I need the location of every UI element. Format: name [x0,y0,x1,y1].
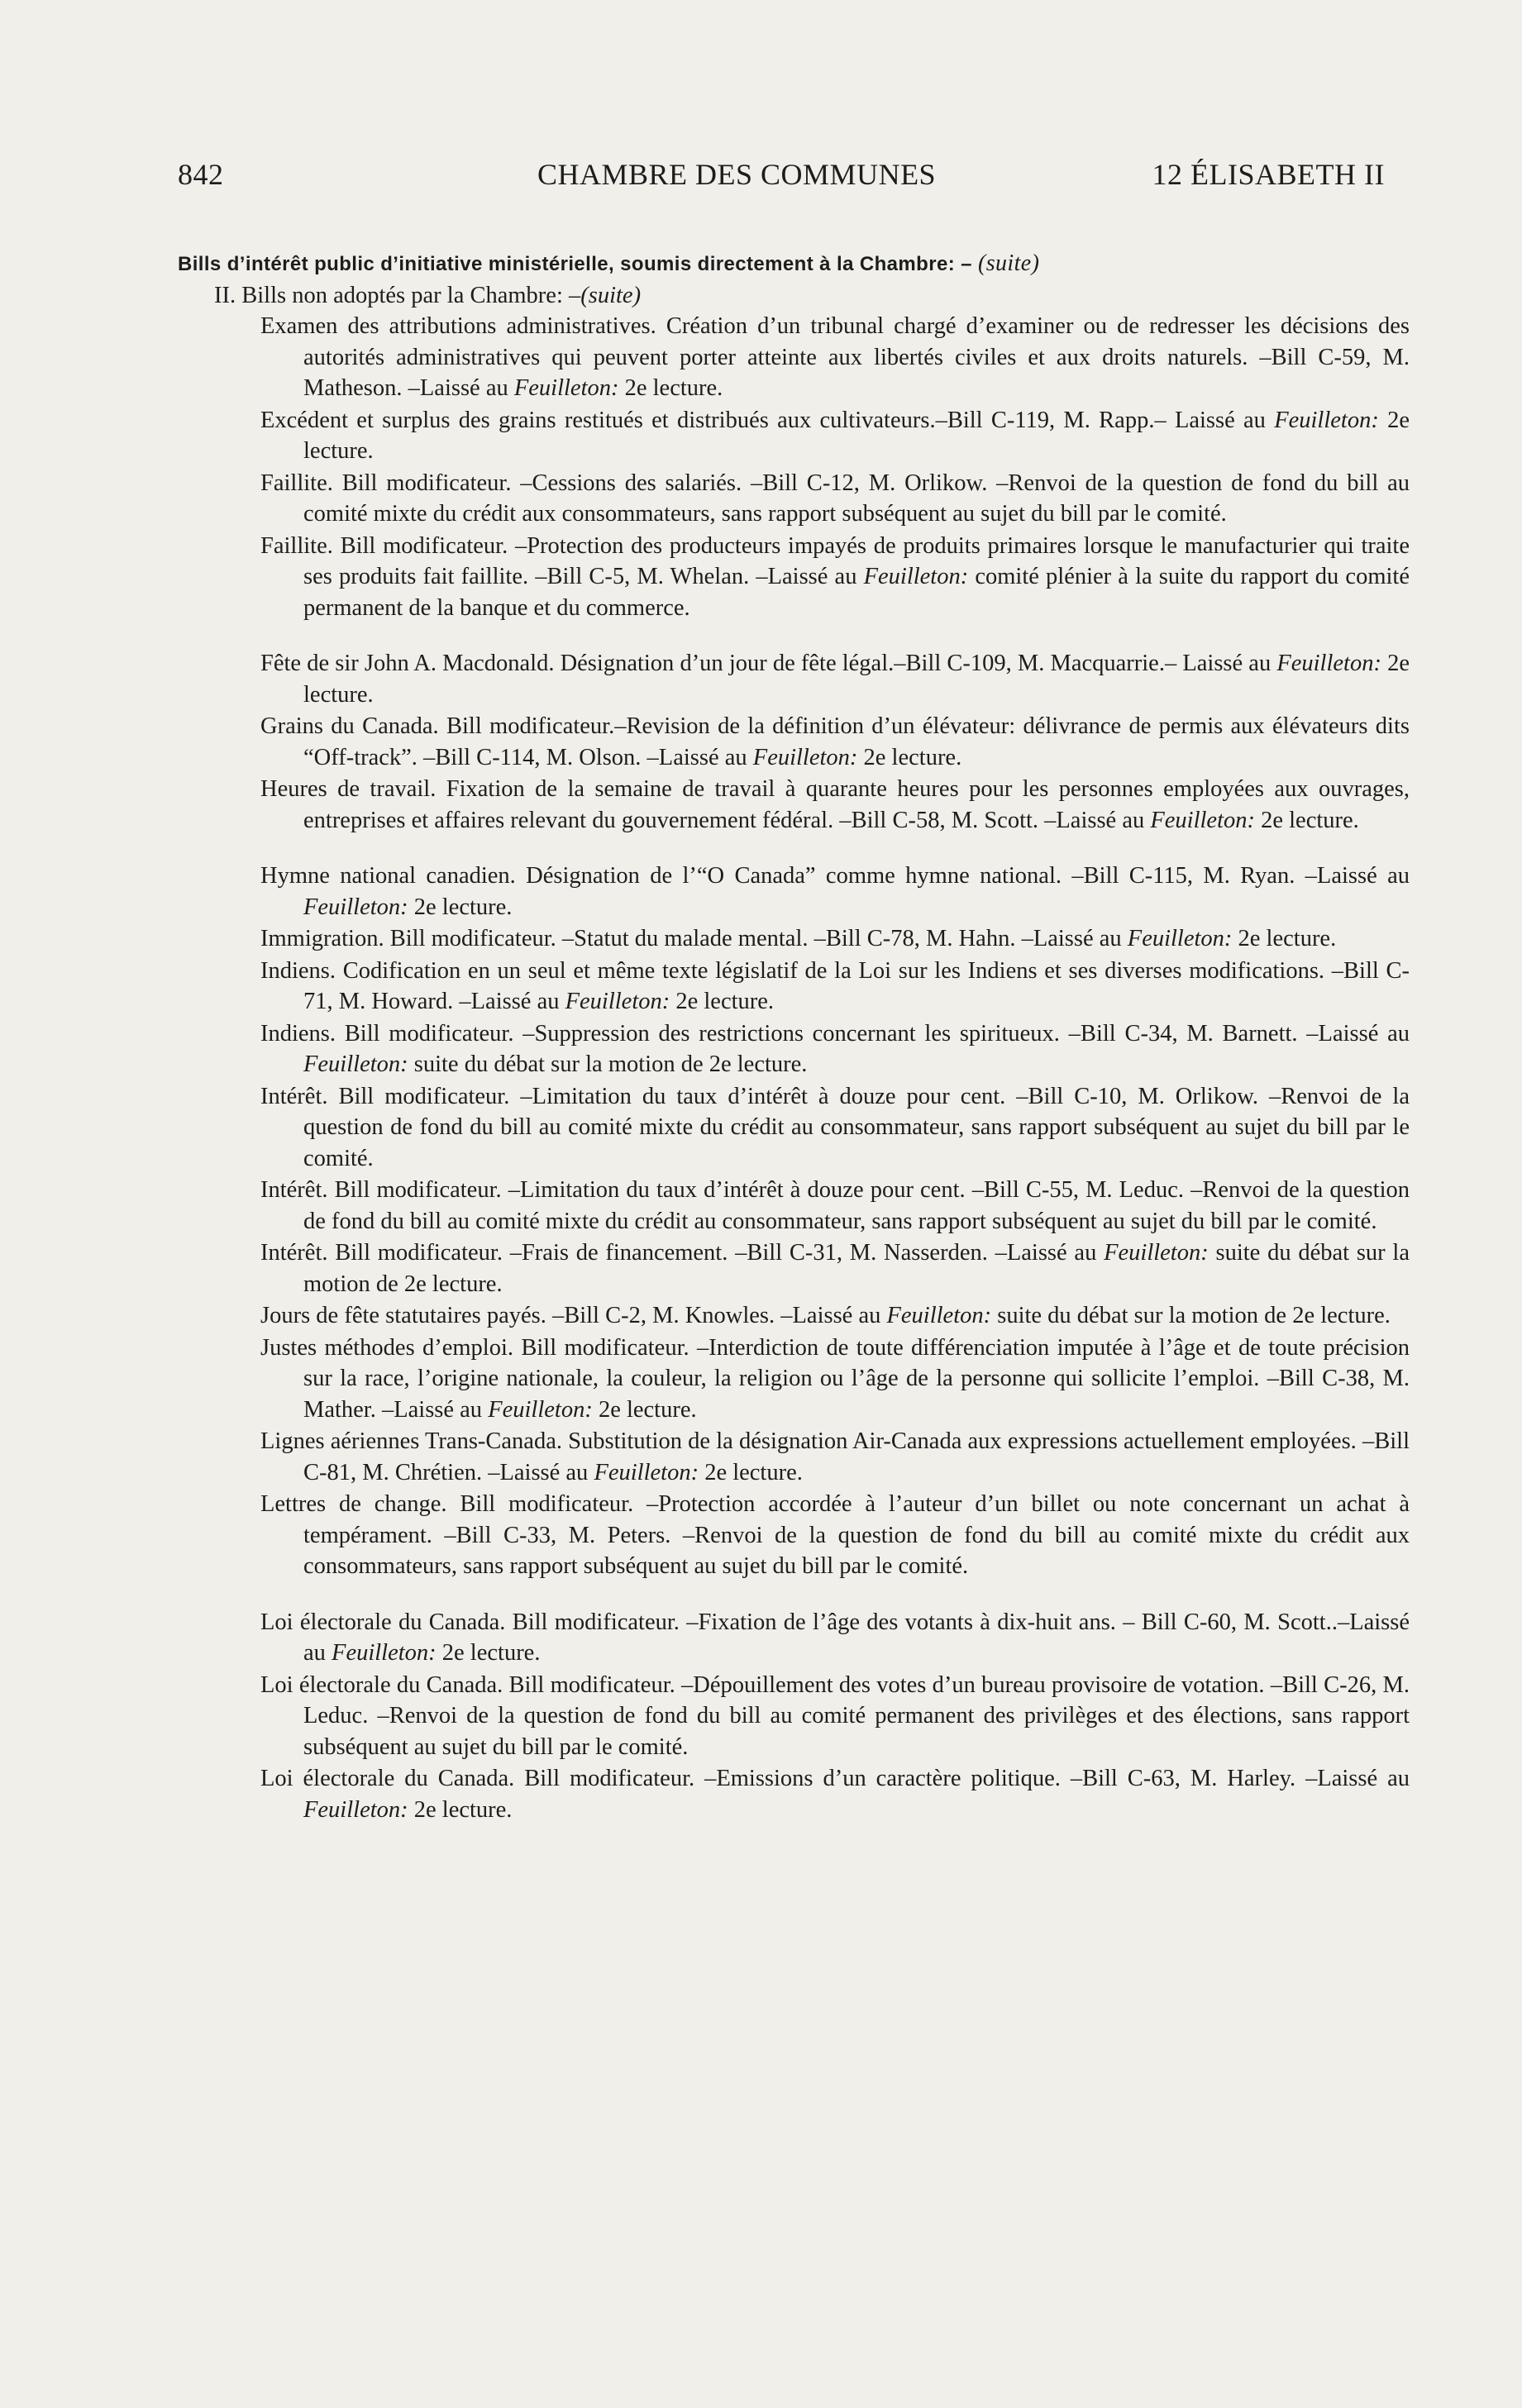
entry-feuilleton: Feuilleton: [303,1796,408,1823]
entry-feuilleton: Feuilleton: [863,564,969,589]
entry-feuilleton: Feuilleton: [1276,651,1381,676]
subsection-title-text: II. Bills non adoptés par la Chambre: – [214,282,581,308]
page-body [178,248,1410,1826]
entry-text-end: 2e lecture. [699,1459,803,1485]
session-label: 12 ÉLISABETH II [1152,158,1385,191]
section-title-suite: (suite) [978,250,1040,276]
entry-text: Indiens. Bill modificateur. –Suppression des restrictions concernant les spiritueux. –Bill C-34, M. Barnett. –Laissé au [260,1020,1410,1047]
entry-text: Intérêt. Bill modificateur. –Limitation du taux d’intérêt à douze pour cent. –Bill C-55, M. Leduc. –Renvoi de la question de fond du bill au comité mixte du crédit au consommateur, sans rapport subséquent au sujet du bill par le comité. [260,1177,1410,1234]
bill-entry [260,861,1410,923]
entry-text: Jours de fête statutaires payés. –Bill C-2, M. Knowles. –Laissé au [260,1303,887,1328]
bill-entry [260,1489,1410,1582]
entry-text-end: 2e lecture. [857,744,962,770]
entry-feuilleton: Feuilleton: [1127,926,1233,951]
bill-entry [260,1607,1410,1669]
entry-text-end: 2e lecture. [670,989,775,1014]
entry-feuilleton: Feuilleton: [752,744,858,770]
entry-feuilleton: Feuilleton: [594,1459,699,1485]
bill-entry [260,468,1410,530]
entry-feuilleton: Feuilleton: [303,1051,408,1077]
entry-text-end: comité plénier à la suite du rapport du comité permanent de la banque et du commerce. [303,564,1410,621]
bill-entry [260,923,1410,955]
bill-entry [260,1333,1410,1426]
journal-title: CHAMBRE DES COMMUNES [537,158,937,191]
entry-text-end: suite du débat sur la motion de 2e lecture. [303,1240,1410,1297]
bill-entry [260,531,1410,624]
section-title [178,248,1410,280]
entry-text: Hymne national canadien. Désignation de l’“O Canada” comme hymne national. –Bill C-115, M. Ryan. –Laissé au [260,863,1410,889]
bill-entry [260,1300,1410,1332]
entry-text: Loi électorale du Canada. Bill modificateur. –Dépouillement des votes d’un bureau provisoire de votation. –Bill C-26, M. Leduc. –Renvoi de la question de fond du bill au comité permanent des privilèges et des élections, sans rapport subséquent au sujet du bill par le comité. [260,1671,1410,1760]
entry-feuilleton: Feuilleton: [565,989,670,1014]
subsection-title-suite: (suite) [580,282,642,308]
entry-feuilleton: Feuilleton: [303,894,408,920]
bill-entry [260,405,1410,467]
entry-text-end: 2e lecture. [408,894,513,920]
entry-text: Indiens. Codification en un seul et même texte législatif de la Loi sur les Indiens et ses diverses modifications. –Bill C-71, M. Howard. –Laissé au [260,957,1410,1014]
entry-text-end: 2e lecture. [1254,807,1359,833]
entry-feuilleton: Feuilleton: [488,1396,593,1423]
bill-entry [260,711,1410,773]
section-title-text: Bills d’intérêt public d’initiative ministérielle, soumis directement à la Chambre: – [178,253,972,275]
entry-text: Fête de sir John A. Macdonald. Désignation d’un jour de fête légal.–Bill C-109, M. Macquarrie.– Laissé au [260,651,1277,676]
entry-text: Intérêt. Bill modificateur. –Frais de financement. –Bill C-31, M. Nasserden. –Laissé au [260,1240,1105,1266]
entry-feuilleton: Feuilleton: [513,375,619,401]
bill-entries-list [260,311,1410,1825]
entry-text-end: 2e lecture. [1232,926,1337,951]
subsection-title [214,280,1410,312]
entry-text: Immigration. Bill modificateur. –Statut du malade mental. –Bill C-78, M. Hahn. –Laissé au [260,926,1128,951]
entry-text-end: 2e lecture. [618,375,723,401]
entry-feuilleton: Feuilleton: [332,1640,437,1666]
entry-text: Excédent et surplus des grains restitués et distribués aux cultivateurs.–Bill C-119, M. Rapp.– Laissé au [260,407,1275,433]
bill-entry [260,1670,1410,1763]
entry-text: Justes méthodes d’emploi. Bill modificateur. –Interdiction de toute différenciation imputée à l’âge et de toute précision sur la race, l’origine nationale, la couleur, la religion ou l’âge de la personne qui sollicite l’emploi. –Bill C-38, M. Mather. –Laissé au [260,1334,1410,1423]
entry-text: Examen des attributions administratives. Création d’un tribunal chargé d’examiner ou de redresser les décisions des autorités administratives qui peuvent porter atteinte aux libertés civiles et aux droits naturels. –Bill C-59, M. Matheson. –Laissé au [260,313,1410,401]
bill-entry [260,311,1410,404]
bill-entry [260,648,1410,710]
entry-text-end: suite du débat sur la motion de 2e lecture. [408,1051,808,1077]
entry-feuilleton: Feuilleton: [1150,807,1255,833]
entry-text-end: 2e lecture. [303,407,1410,464]
entry-feuilleton: Feuilleton: [886,1303,992,1328]
entry-text: Lignes aériennes Trans-Canada. Substitution de la désignation Air-Canada aux expressions actuellement employées. –Bill C-81, M. Chrétien. –Laissé au [260,1428,1410,1485]
entry-text-end: 2e lecture. [592,1396,697,1423]
entry-feuilleton: Feuilleton: [1104,1240,1209,1266]
entry-text-end: 2e lecture. [436,1640,541,1666]
entry-text: Heures de travail. Fixation de la semaine de travail à quarante heures pour les personnes employées aux ouvrages, entreprises et affaires relevant du gouvernement fédéral. –Bill C-58, M. Scott. –Laissé au [260,776,1410,833]
entry-text-end: suite du débat sur la motion de 2e lecture. [991,1303,1391,1328]
bill-entry [260,774,1410,836]
bill-entry [260,1237,1410,1299]
entry-text: Lettres de change. Bill modificateur. –Protection accordée à l’auteur d’un billet ou note concernant un achat à tempérament. –Bill C-33, M. Peters. –Renvoi de la question de fond du bill au comité mixte du crédit aux consommateurs, sans rapport subséquent au sujet du bill par le comité. [260,1491,1410,1579]
entry-text: Intérêt. Bill modificateur. –Limitation du taux d’intérêt à douze pour cent. –Bill C-10, M. Orlikow. –Renvoi de la question de fond du bill au comité mixte du crédit au consommateur, sans rapport subséquent au sujet du bill par le comité. [260,1083,1410,1171]
entry-feuilleton: Feuilleton: [1274,407,1379,433]
entry-text: Grains du Canada. Bill modificateur.–Revision de la définition d’un élévateur: délivrance de permis aux élévateurs dits “Off-track”. –Bill C-114, M. Olson. –Laissé au [260,713,1410,770]
entry-text: Faillite. Bill modificateur. –Cessions des salariés. –Bill C-12, M. Orlikow. –Renvoi de la question de fond du bill au comité mixte du crédit aux consommateurs, sans rapport subséquent au sujet du bill par le comité. [260,470,1410,527]
entry-text: Loi électorale du Canada. Bill modificateur. –Emissions d’un caractère politique. –Bill C-63, M. Harley. –Laissé au [260,1766,1410,1791]
page-number: 842 [178,158,224,191]
bill-entry [260,1175,1410,1237]
bill-entry [260,1426,1410,1488]
running-head [178,157,1385,198]
bill-entry [260,1763,1410,1825]
bill-entry [260,1081,1410,1175]
bill-entry [260,1018,1410,1080]
entry-text: Faillite. Bill modificateur. –Protection des producteurs impayés de produits primaires lorsque le manufacturier qui traite ses produits fait faillite. –Bill C-5, M. Whelan. –Laissé au [260,532,1410,589]
entry-text-end: 2e lecture. [408,1796,513,1823]
entry-text: Loi électorale du Canada. Bill modificateur. –Fixation de l’âge des votants à dix-huit ans. – Bill C-60, M. Scott..–Laissé au [260,1609,1410,1666]
entry-text-end: 2e lecture. [303,651,1410,708]
bill-entry [260,956,1410,1018]
